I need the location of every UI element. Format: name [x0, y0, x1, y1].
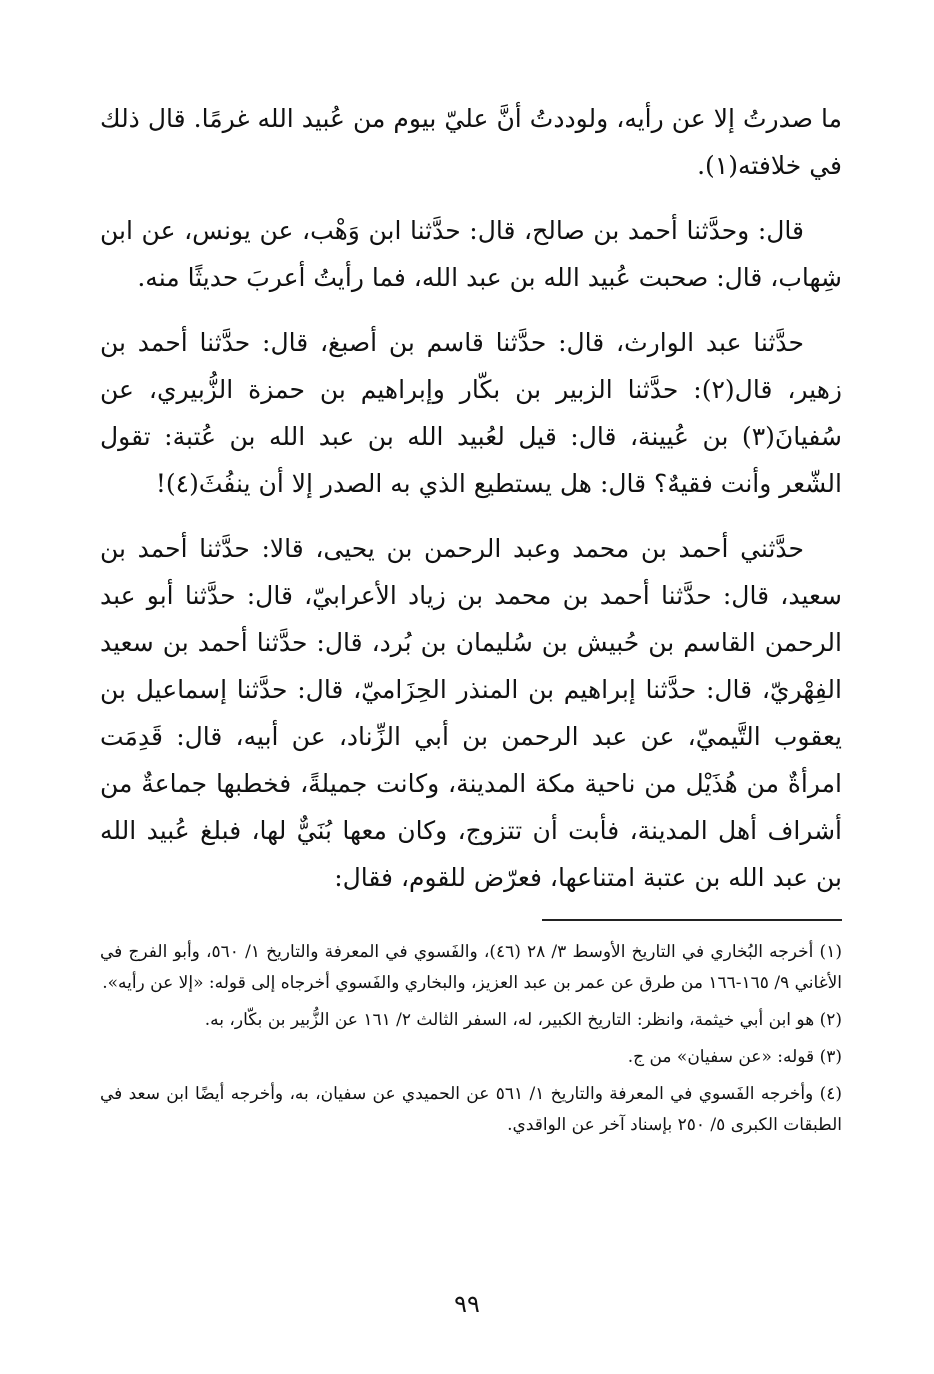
- page-body: [100, 95, 842, 1147]
- footnote-3: (٣) قوله: «عن سفيان» من ج.: [627, 1047, 842, 1067]
- paragraph-3: حدَّثنا عبد الوارث، قال: حدَّثنا قاسم بن أصبغ، قال: حدَّثنا أحمد بن زهير، قال(٢): حدَّثنا الزبير بن بكّار وإبراهيم بن حمزة الزُّبيري، عن سُفيانَ(٣) بن عُيينة، قال: قيل لعُبيد الله بن عبد الله بن عُتبة: تقول الشّعر وأنت فقيهٌ؟ قال: هل يستطيع الذي به الصدر إلا أن ينفُثَ(٤)!: [100, 328, 842, 498]
- paragraph-4: حدَّثني أحمد بن محمد وعبد الرحمن بن يحيى، قالا: حدَّثنا أحمد بن سعيد، قال: حدَّثنا أحمد بن محمد بن زياد الأعرابيّ، قال: حدَّثنا أبو عبد الرحمن القاسم بن حُبيش بن سُليمان بن بُرد، قال: حدَّثنا أحمد بن سعيد الفِهْريّ، قال: حدَّثنا إبراهيم بن المنذر الحِزَاميّ، قال: حدَّثنا إسماعيل بن يعقوب التَّيميّ، عن عبد الرحمن بن أبي الزِّناد، عن أبيه، قال: قَدِمَت امرأةٌ من هُذَيْل من ناحية مكة المدينة، وكانت جميلةً، فخطبها جماعةٌ من أشراف أهل المدينة، فأبت أن تتزوج، وكان معها بُنَيٌّ لها، فبلغ عُبيد الله بن عبد الله بن عتبة امتناعها، فعرّض للقوم، فقال:: [100, 534, 842, 892]
- footnotes: [100, 937, 842, 1141]
- paragraph-2: قال: وحدَّثنا أحمد بن صالح، قال: حدَّثنا ابن وَهْب، عن يونس، عن ابن شِهاب، قال: صحبت عُبيد الله بن عبد الله، فما رأيتُ أعربَ حديثًا منه.: [100, 216, 842, 292]
- page-number: ٩٩: [454, 1290, 480, 1318]
- footnote-2: (٢) هو ابن أبي خيثمة، وانظر: التاريخ الكبير، له، السفر الثالث ٢/ ١٦١ عن الزُّبير بن بكّار، به.: [204, 1010, 842, 1030]
- footnote-1: (١) أخرجه البُخاري في التاريخ الأوسط ٣/ ٢٨ (٤٦)، والفَسوي في المعرفة والتاريخ ١/ ٥٦٠، وأبو الفرج في الأغاني ٩/ ١٦٥-١٦٦ من طرق عن عمر بن عبد العزيز، والبخاري والفَسوي أخرجاه إلى قوله: «إلا عن رأيه».: [100, 942, 842, 993]
- footnote-separator: [542, 919, 842, 921]
- paragraph-1: ما صدرتُ إلا عن رأيه، ولوددتُ أنَّ عليّ بيوم من عُبيد الله غرمًا. قال ذلك في خلافته(١).: [100, 104, 842, 180]
- footnote-4: (٤) وأخرجه الفَسوي في المعرفة والتاريخ ١/ ٥٦١ عن الحميدي عن سفيان، به، وأخرجه أيضًا ابن سعد في الطبقات الكبرى ٥/ ٢٥٠ بإسناد آخر عن الواقدي.: [100, 1084, 842, 1135]
- main-text: [100, 95, 842, 901]
